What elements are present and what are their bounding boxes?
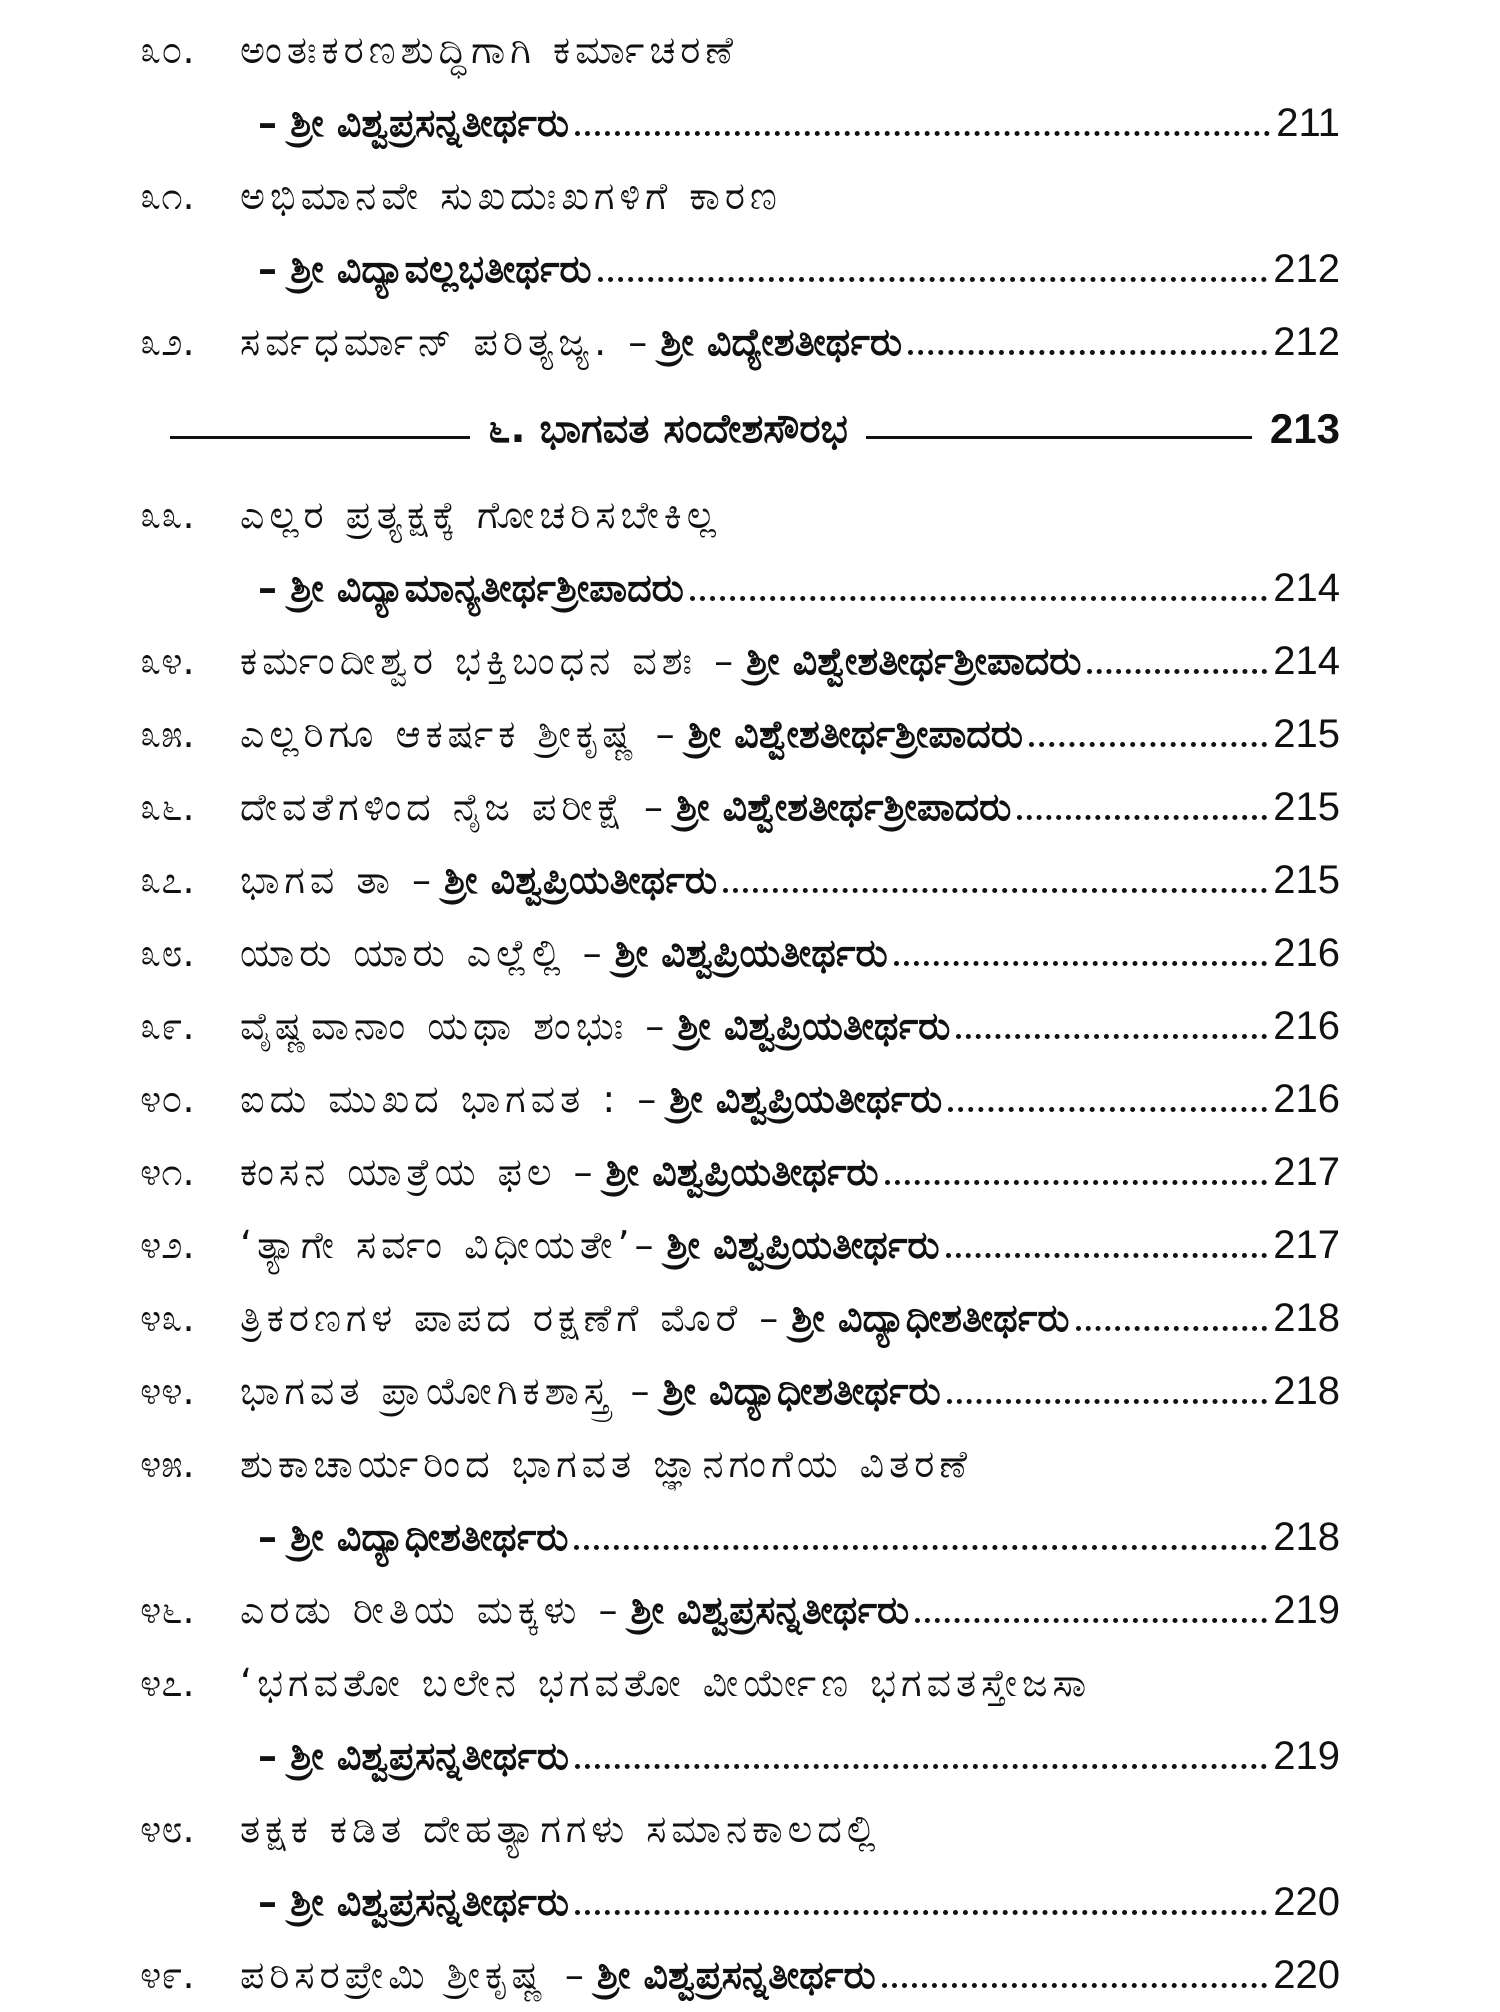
entry-title: ಭಾಗವತ ಪ್ರಾಯೋಗಿಕಶಾಸ್ತ್ರ – xyxy=(240,1369,655,1413)
dot-leader xyxy=(947,1399,1268,1404)
entry-title: ಯಾರು ಯಾರು ಎಲ್ಲೆಲ್ಲಿ – xyxy=(240,931,607,975)
entry-page-number: 219 xyxy=(1273,1588,1340,1632)
toc-entry-line xyxy=(140,1136,1340,1209)
entry-page-number: 217 xyxy=(1273,1150,1340,1194)
entry-author: ಶ್ರೀ ವಿಶ್ವಪ್ರಿಯತೀರ್ಥರು xyxy=(444,858,718,902)
toc-entry-line xyxy=(140,14,1340,87)
entry-author: ಶ್ರೀ ವಿದ್ಯಾಧೀಶತೀರ್ಥರು xyxy=(791,1296,1070,1340)
entry-page-number: 214 xyxy=(1273,639,1340,683)
entry-title: ಸರ್ವಧರ್ಮಾನ್ ಪರಿತ್ಯಜ್ಯ. – xyxy=(240,320,653,364)
toc-entry xyxy=(140,990,1340,1063)
dot-leader xyxy=(723,888,1267,893)
entry-title: ಐದು ಮುಖದ ಭಾಗವತ : – xyxy=(240,1077,662,1121)
toc-entry-continuation xyxy=(140,1720,1340,1793)
entry-number: ೪೫. xyxy=(140,1442,195,1486)
entry-number: ೪೨. xyxy=(140,1223,195,1267)
entry-number: ೩೧. xyxy=(140,174,195,218)
toc-entry-continuation xyxy=(140,552,1340,625)
entry-author: – ಶ್ರೀ ವಿದ್ಯಾವಲ್ಲಭತೀರ್ಥರು xyxy=(258,247,592,291)
entry-number: ೪೮. xyxy=(140,1807,195,1851)
toc-entry-line xyxy=(140,844,1340,917)
entry-number: ೪೬. xyxy=(140,1588,195,1632)
entry-author: ಶ್ರೀ ವಿಶ್ವೇಶತೀರ್ಥಶ್ರೀಪಾದರು xyxy=(746,639,1082,683)
entry-page-number: 216 xyxy=(1273,1004,1340,1048)
entry-author: – ಶ್ರೀ ವಿಶ್ವಪ್ರಸನ್ನತೀರ್ಥರು xyxy=(258,1734,570,1778)
entry-title: ಎಲ್ಲರ ಪ್ರತ್ಯಕ್ಷಕ್ಕೆ ಗೋಚರಿಸಬೇಕಿಲ್ಲ xyxy=(240,493,721,537)
dot-leader xyxy=(956,1034,1267,1039)
entry-page-number: 211 xyxy=(1276,101,1340,145)
entry-author: – ಶ್ರೀ ವಿಶ್ವಪ್ರಸನ್ನತೀರ್ಥರು xyxy=(258,1880,570,1924)
toc-entry xyxy=(140,698,1340,771)
toc-entry xyxy=(140,1063,1340,1136)
toc-entry-line xyxy=(140,698,1340,771)
toc-entry-line xyxy=(140,1209,1340,1282)
entry-page-number: 220 xyxy=(1273,1953,1340,1997)
toc-entry-continuation xyxy=(140,1501,1340,1574)
toc-entry xyxy=(140,1209,1340,1282)
entry-author: ಶ್ರೀ ವಿಶ್ವಪ್ರಸನ್ನತೀರ್ಥರು xyxy=(596,1953,876,1997)
entry-title: ಎರಡು ರೀತಿಯ ಮಕ್ಕಳು – xyxy=(240,1588,623,1632)
toc-entry xyxy=(140,1574,1340,1647)
entry-author: ಶ್ರೀ ವಿಶ್ವಪ್ರಿಯತೀರ್ಥರು xyxy=(669,1077,943,1121)
toc-entry xyxy=(140,1793,1340,1939)
toc-entry-continuation xyxy=(140,1866,1340,1939)
section-heading xyxy=(140,379,1340,479)
dot-leader xyxy=(946,1253,1268,1258)
entry-title: ಅಭಿಮಾನವೇ ಸುಖದುಃಖಗಳಿಗೆ ಕಾರಣ xyxy=(240,174,782,218)
entry-author: ಶ್ರೀ ವಿಶ್ವೇಶತೀರ್ಥಶ್ರೀಪಾದರು xyxy=(675,785,1012,829)
entry-title: ಭಾಗವ ತಾ – xyxy=(240,858,437,902)
entry-number: ೩೫. xyxy=(140,712,195,756)
entry-author: ಶ್ರೀ ವಿಶ್ವೇಶತೀರ್ಥಶ್ರೀಪಾದರು xyxy=(687,712,1023,756)
dot-leader xyxy=(948,1107,1267,1112)
entry-page-number: 217 xyxy=(1273,1223,1340,1267)
entry-number: ೩೦. xyxy=(140,28,195,72)
toc-entry-line xyxy=(140,771,1340,844)
entry-title: ಶುಕಾಚಾರ್ಯರಿಂದ ಭಾಗವತ ಜ್ಞಾನಗಂಗೆಯ ವಿತರಣೆ xyxy=(240,1442,973,1486)
entry-number: ೪೪. xyxy=(140,1369,195,1413)
toc-entry-line xyxy=(140,625,1340,698)
dot-leader xyxy=(1087,669,1267,674)
section-rule-right xyxy=(866,436,1252,439)
entry-author: ಶ್ರೀ ವಿಶ್ವಪ್ರಸನ್ನತೀರ್ಥರು xyxy=(630,1588,910,1632)
entry-page-number: 218 xyxy=(1273,1515,1340,1559)
toc-entry-line xyxy=(140,479,1340,552)
entry-page-number: 216 xyxy=(1273,1077,1340,1121)
toc-entries-bottom xyxy=(140,479,1340,2012)
toc-entry-continuation xyxy=(140,233,1340,306)
toc-entry-line xyxy=(140,1063,1340,1136)
toc-entry xyxy=(140,1647,1340,1793)
entry-author: – ಶ್ರೀ ವಿದ್ಯಾಧೀಶತೀರ್ಥರು xyxy=(258,1515,569,1559)
toc-entry-line xyxy=(140,1793,1340,1866)
entry-page-number: 212 xyxy=(1273,320,1340,364)
entry-number: ೩೪. xyxy=(140,639,195,683)
entry-title: ‘ಭಗವತೋ ಬಲೇನ ಭಗವತೋ ವೀರ್ಯೇಣ ಭಗವತಸ್ತೇಜಸಾ xyxy=(240,1661,1092,1705)
entry-page-number: 215 xyxy=(1273,858,1340,902)
dot-leader xyxy=(908,350,1267,355)
entry-title: ಪರಿಸರಪ್ರೇಮಿ ಶ್ರೀಕೃಷ್ಣ – xyxy=(240,1953,589,1997)
entry-author: ಶ್ರೀ ವಿಶ್ವಪ್ರಿಯತೀರ್ಥರು xyxy=(666,1223,940,1267)
toc-entry-line xyxy=(140,1939,1340,2012)
toc-entry-line xyxy=(140,1282,1340,1355)
entry-author: ಶ್ರೀ ವಿಶ್ವಪ್ರಿಯತೀರ್ಥರು xyxy=(677,1004,951,1048)
section-rule-left xyxy=(170,436,470,439)
entry-number: ೩೮. xyxy=(140,931,195,975)
entry-page-number: 219 xyxy=(1273,1734,1340,1778)
dot-leader xyxy=(1076,1326,1268,1331)
section-page-number: 213 xyxy=(1269,405,1340,452)
entry-number: ೩೩. xyxy=(140,493,195,537)
entry-number: ೪೦. xyxy=(140,1077,195,1121)
entry-page-number: 218 xyxy=(1273,1296,1340,1340)
table-of-contents xyxy=(140,14,1340,2012)
dot-leader xyxy=(575,1910,1267,1915)
dot-leader xyxy=(574,1545,1267,1550)
dot-leader xyxy=(915,1618,1267,1623)
toc-entry xyxy=(140,771,1340,844)
toc-entry xyxy=(140,1428,1340,1574)
toc-entry-line xyxy=(140,1428,1340,1501)
entry-page-number: 215 xyxy=(1273,785,1340,829)
entry-author: ಶ್ರೀ ವಿದ್ಯಾಧೀಶತೀರ್ಥರು xyxy=(662,1369,941,1413)
entry-author: ಶ್ರೀ ವಿಶ್ವಪ್ರಿಯತೀರ್ಥರು xyxy=(614,931,888,975)
entry-title: ಕರ್ಮಂದೀಶ್ವರ ಭಕ್ತಿಬಂಧನ ವಶಃ – xyxy=(240,639,739,683)
entry-title: ಕಂಸನ ಯಾತ್ರೆಯ ಫಲ – xyxy=(240,1150,598,1194)
entry-title: ಅಂತಃಕರಣಶುದ್ಧಿಗಾಗಿ ಕರ್ಮಾಚರಣೆ xyxy=(240,28,739,72)
toc-entry-line xyxy=(140,1355,1340,1428)
toc-entry-line xyxy=(140,990,1340,1063)
entry-title: ವೈಷ್ಣವಾನಾಂ ಯಥಾ ಶಂಭುಃ – xyxy=(240,1004,670,1048)
entry-title: ದೇವತೆಗಳಿಂದ ನೈಜ ಪರೀಕ್ಷೆ – xyxy=(240,785,668,829)
toc-entries-top xyxy=(140,14,1340,379)
toc-entry-line xyxy=(140,1574,1340,1647)
toc-entry xyxy=(140,1136,1340,1209)
dot-leader xyxy=(1029,742,1267,747)
dot-leader xyxy=(1017,815,1267,820)
dot-leader xyxy=(885,1180,1268,1185)
toc-entry xyxy=(140,306,1340,379)
dot-leader xyxy=(598,277,1268,282)
toc-entry-line xyxy=(140,917,1340,990)
entry-page-number: 218 xyxy=(1273,1369,1340,1413)
entry-author: – ಶ್ರೀ ವಿದ್ಯಾಮಾನ್ಯತೀರ್ಥಶ್ರೀಪಾದರು xyxy=(258,566,684,610)
entry-title: ತಕ್ಷಕ ಕಡಿತ ದೇಹತ್ಯಾಗಗಳು ಸಮಾನಕಾಲದಲ್ಲಿ xyxy=(240,1807,881,1851)
entry-page-number: 215 xyxy=(1273,712,1340,756)
dot-leader xyxy=(894,961,1268,966)
entry-number: ೪೧. xyxy=(140,1150,195,1194)
toc-entry xyxy=(140,1355,1340,1428)
entry-title: ‘ತ್ಯಾಗೇ ಸರ್ವಂ ವಿಧೀಯತೇ’– xyxy=(240,1223,659,1267)
toc-entry xyxy=(140,1282,1340,1355)
entry-page-number: 212 xyxy=(1273,247,1340,291)
toc-entry-line xyxy=(140,306,1340,379)
toc-entry xyxy=(140,160,1340,306)
entry-page-number: 220 xyxy=(1273,1880,1340,1924)
entry-number: ೪೭. xyxy=(140,1661,195,1705)
entry-author: – ಶ್ರೀ ವಿಶ್ವಪ್ರಸನ್ನತೀರ್ಥರು xyxy=(258,101,570,145)
entry-number: ೩೭. xyxy=(140,858,195,902)
dot-leader xyxy=(690,596,1267,601)
dot-leader xyxy=(575,131,1270,136)
entry-number: ೪೩. xyxy=(140,1296,195,1340)
entry-number: ೩೬. xyxy=(140,785,195,829)
toc-entry xyxy=(140,14,1340,160)
toc-entry xyxy=(140,625,1340,698)
entry-number: ೩೨. xyxy=(140,320,195,364)
section-title: ೬. ಭಾಗವತ ಸಂದೇಶಸೌರಭ xyxy=(488,406,848,452)
entry-author: ಶ್ರೀ ವಿಶ್ವಪ್ರಿಯತೀರ್ಥರು xyxy=(605,1150,879,1194)
entry-page-number: 216 xyxy=(1273,931,1340,975)
entry-number: ೪೯. xyxy=(140,1953,195,1997)
toc-entry xyxy=(140,917,1340,990)
dot-leader xyxy=(882,1983,1268,1988)
entry-title: ತ್ರಿಕರಣಗಳ ಪಾಪದ ರಕ್ಷಣೆಗೆ ಮೊರೆ – xyxy=(240,1296,784,1340)
toc-entry xyxy=(140,844,1340,917)
toc-entry-continuation xyxy=(140,87,1340,160)
toc-entry-line xyxy=(140,1647,1340,1720)
entry-number: ೩೯. xyxy=(140,1004,195,1048)
entry-page-number: 214 xyxy=(1273,566,1340,610)
toc-entry xyxy=(140,479,1340,625)
entry-author: ಶ್ರೀ ವಿದ್ಯೇಶತೀರ್ಥರು xyxy=(660,320,903,364)
entry-title: ಎಲ್ಲರಿಗೂ ಆಕರ್ಷಕ ಶ್ರೀಕೃಷ್ಣ – xyxy=(240,712,680,756)
toc-entry xyxy=(140,1939,1340,2012)
dot-leader xyxy=(575,1764,1267,1769)
toc-entry-line xyxy=(140,160,1340,233)
